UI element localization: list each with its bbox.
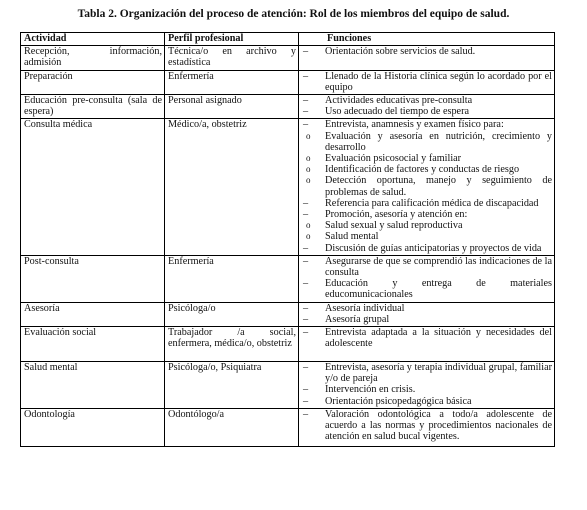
- dash-bullet-icon: –: [303, 255, 309, 267]
- list-item: [302, 314, 552, 325]
- funciones-list: [302, 303, 552, 325]
- list-item: [302, 384, 552, 395]
- dash-bullet-icon: –: [303, 106, 309, 118]
- sub-list-item: [302, 231, 552, 242]
- list-item: [302, 409, 552, 443]
- sub-list-wrapper: [302, 220, 552, 242]
- table-row: [21, 408, 555, 446]
- sub-list: [302, 131, 552, 198]
- item-text: Entrevista, asesoría y terapia individual grupal, familiar y/o de pareja: [325, 362, 552, 385]
- cell-perfil: Psicóloga/o: [165, 302, 299, 326]
- cell-actividad: Post-consulta: [21, 255, 165, 302]
- circle-bullet-icon: o: [306, 231, 311, 242]
- list-item: [302, 327, 552, 349]
- item-text: Discusión de guías anticipatorias y proyectos de vida: [325, 242, 542, 254]
- list-item: [302, 362, 552, 384]
- list-item: [302, 46, 552, 57]
- list-item: [302, 396, 552, 407]
- sub-list-item: [302, 164, 552, 175]
- cell-perfil: Psicóloga/o, Psiquiatra: [165, 362, 299, 409]
- header-actividad: Actividad: [21, 33, 165, 46]
- dash-bullet-icon: –: [303, 119, 309, 131]
- sub-list-wrapper: [302, 131, 552, 198]
- table-body: [21, 46, 555, 447]
- list-item: [302, 198, 552, 209]
- funciones-list: [302, 362, 552, 407]
- list-item: [302, 303, 552, 314]
- circle-bullet-icon: o: [306, 175, 311, 186]
- sub-item-text: Evaluación y asesoría en nutrición, crecimiento y desarrollo: [325, 130, 552, 153]
- header-perfil: Perfil profesional: [165, 33, 299, 46]
- item-text: Intervención en crisis.: [325, 384, 416, 396]
- dash-bullet-icon: –: [303, 46, 309, 58]
- cell-actividad: Recepción, información, admisión: [21, 46, 165, 70]
- item-text: Entrevista, anamnesis y examen físico para:: [325, 119, 504, 131]
- item-text: Educación y entrega de materiales educomunicacionales: [325, 278, 552, 301]
- item-text: Asesoría grupal: [325, 313, 390, 325]
- cell-perfil: Enfermería: [165, 255, 299, 302]
- item-text: Llenado de la Historia clínica según lo acordado por el equipo: [325, 70, 552, 93]
- item-text: Valoración odontológica a todo/a adolescente de acuerdo a las normas y procedimientos nacionales de atención en salud bucal vigentes.: [325, 408, 552, 443]
- list-item: [302, 71, 552, 93]
- dash-bullet-icon: –: [303, 395, 309, 407]
- cell-perfil: Personal asignado: [165, 95, 299, 119]
- cell-perfil: Médico/a, obstetriz: [165, 119, 299, 255]
- cell-funciones: [299, 119, 555, 255]
- list-item: [302, 209, 552, 220]
- cell-funciones: [299, 408, 555, 446]
- table-header-row: [21, 33, 555, 46]
- cell-actividad: Evaluación social: [21, 327, 165, 362]
- table-title: Tabla 2. Organización del proceso de atención: Rol de los miembros del equipo de salud.: [77, 8, 510, 20]
- dash-bullet-icon: –: [303, 70, 309, 82]
- circle-bullet-icon: o: [306, 164, 311, 175]
- funciones-list: [302, 46, 552, 57]
- sub-list-item: [302, 153, 552, 164]
- cell-perfil: Trabajador /a social, enfermera, médica/o, obstetriz: [165, 327, 299, 362]
- list-item: [302, 278, 552, 300]
- sub-item-text: Salud mental: [325, 231, 379, 243]
- cell-funciones: [299, 362, 555, 409]
- cell-funciones: [299, 327, 555, 362]
- cell-actividad: Preparación: [21, 70, 165, 94]
- table-row: [21, 255, 555, 302]
- circle-bullet-icon: o: [306, 153, 311, 164]
- list-item: [302, 95, 552, 106]
- funciones-list: [302, 256, 552, 301]
- cell-actividad: Salud mental: [21, 362, 165, 409]
- dash-bullet-icon: –: [303, 209, 309, 221]
- cell-actividad: Asesoría: [21, 302, 165, 326]
- item-text: Orientación sobre servicios de salud.: [325, 46, 476, 58]
- sub-list-item: [302, 131, 552, 153]
- dash-bullet-icon: –: [303, 313, 309, 325]
- item-text: Actividades educativas pre-consulta: [325, 95, 473, 107]
- sub-item-text: Evaluación psicosocial y familiar: [325, 153, 462, 165]
- dash-bullet-icon: –: [303, 242, 309, 254]
- table-row: [21, 327, 555, 362]
- table-row: [21, 70, 555, 94]
- cell-funciones: [299, 46, 555, 70]
- cell-perfil: Odontólogo/a: [165, 408, 299, 446]
- header-funciones: Funciones: [299, 33, 555, 46]
- dash-bullet-icon: –: [303, 278, 309, 290]
- list-item: [302, 106, 552, 117]
- dash-bullet-icon: –: [303, 408, 309, 420]
- table-row: [21, 95, 555, 119]
- item-text: Entrevista adaptada a la situación y necesidades del adolescente: [325, 327, 552, 350]
- list-item: [302, 243, 552, 254]
- roles-table: [20, 32, 555, 447]
- cell-funciones: [299, 302, 555, 326]
- cell-actividad: Consulta médica: [21, 119, 165, 255]
- cell-perfil: Enfermería: [165, 70, 299, 94]
- sub-list-item: [302, 220, 552, 231]
- funciones-list: [302, 409, 552, 443]
- cell-actividad: Educación pre-consulta (sala de espera): [21, 95, 165, 119]
- circle-bullet-icon: o: [306, 220, 311, 231]
- cell-funciones: [299, 70, 555, 94]
- dash-bullet-icon: –: [303, 362, 309, 374]
- cell-funciones: [299, 95, 555, 119]
- table-row: [21, 362, 555, 409]
- item-text: Asesoría individual: [325, 302, 405, 314]
- cell-funciones: [299, 255, 555, 302]
- sub-item-text: Salud sexual y salud reproductiva: [325, 220, 463, 232]
- cell-perfil: Técnica/o en archivo y estadística: [165, 46, 299, 70]
- item-text: Uso adecuado del tiempo de espera: [325, 106, 469, 118]
- circle-bullet-icon: o: [306, 130, 311, 141]
- dash-bullet-icon: –: [303, 197, 309, 209]
- funciones-list: [302, 71, 552, 93]
- table-row: [21, 302, 555, 326]
- item-text: Orientación psicopedagógica básica: [325, 395, 472, 407]
- dash-bullet-icon: –: [303, 384, 309, 396]
- sub-list-item: [302, 175, 552, 197]
- funciones-list: [302, 327, 552, 349]
- funciones-list: [302, 95, 552, 117]
- dash-bullet-icon: –: [303, 95, 309, 107]
- table-row: [21, 46, 555, 70]
- funciones-list: [302, 119, 552, 253]
- dash-bullet-icon: –: [303, 302, 309, 314]
- list-item: [302, 256, 552, 278]
- cell-actividad: Odontología: [21, 408, 165, 446]
- item-text: Referencia para calificación médica de discapacidad: [325, 197, 539, 209]
- list-item: [302, 119, 552, 130]
- sub-list: [302, 220, 552, 242]
- item-text: Asegurarse de que se comprendió las indicaciones de la consulta: [325, 255, 552, 279]
- dash-bullet-icon: –: [303, 327, 309, 339]
- sub-item-text: Identificación de factores y conductas de riesgo: [325, 164, 520, 176]
- item-text: Promoción, asesoría y atención en:: [325, 209, 468, 221]
- table-row: [21, 119, 555, 255]
- sub-item-text: Detección oportuna, manejo y seguimiento de problemas de salud.: [325, 175, 552, 198]
